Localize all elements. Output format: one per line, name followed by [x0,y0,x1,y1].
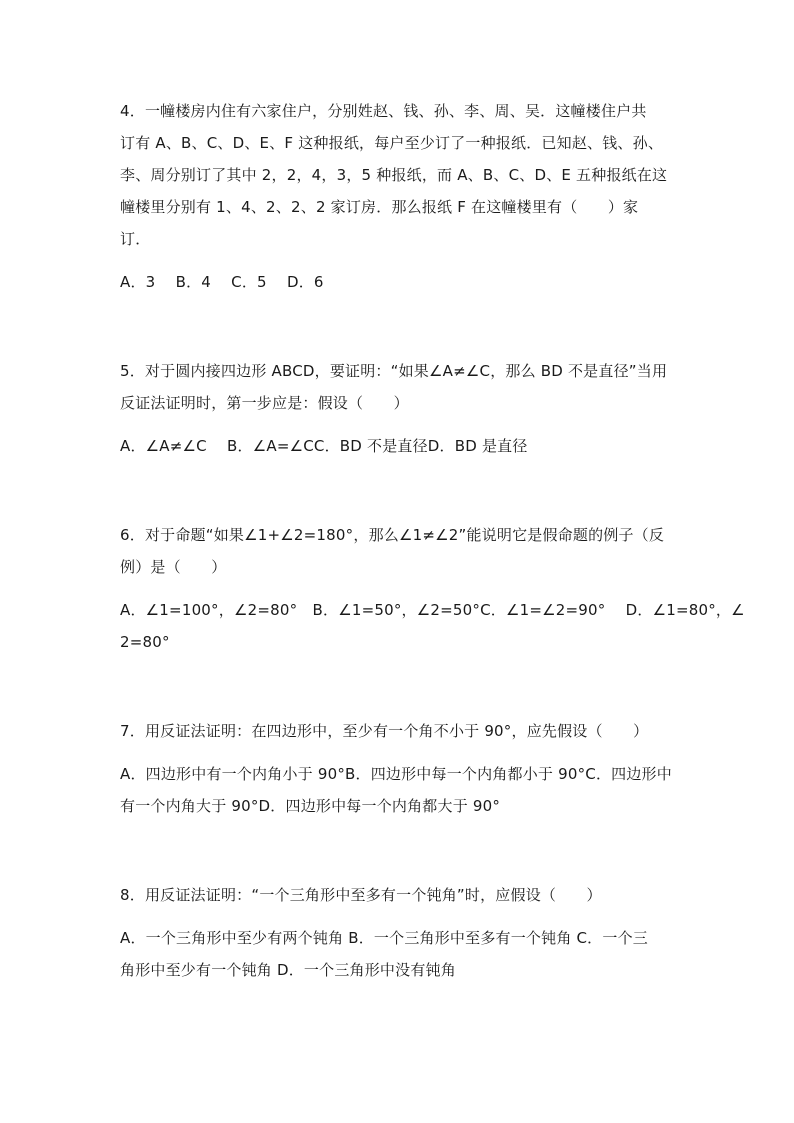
question-4-options: A．3 B．4 C．5 D．6 [120,273,324,291]
question-5-options: A．∠A≠∠C B．∠A=∠CC．BD 不是直径D．BD 是直径 [120,437,528,455]
question-7-stem-line-1: 7．用反证法证明：在四边形中，至少有一个角不小于 90°，应先假设（ ） [120,722,649,740]
question-8-options-line-2: 角形中至少有一个钝角 D．一个三角形中没有钝角 [120,961,456,979]
question-7-options-line-1: A．四边形中有一个内角小于 90°B．四边形中每一个内角都小于 90°C．四边形中 [120,765,672,783]
question-4-stem-line-4: 幢楼里分别有 1、4、2、2、2 家订房．那么报纸 F 在这幢楼里有（ ）家 [120,198,639,216]
question-6-stem-line-2: 例）是（ ） [120,558,227,576]
question-6-options-line-2: 2=80° [120,633,170,651]
question-6-stem-line-1: 6．对于命题“如果∠1+∠2=180°，那么∠1≠∠2”能说明它是假命题的例子（反 [120,526,665,544]
question-5-stem-line-1: 5．对于圆内接四边形 ABCD，要证明：“如果∠A≠∠C，那么 BD 不是直径”当用 [120,362,668,380]
question-8-stem-line-1: 8．用反证法证明：“一个三角形中至多有一个钝角”时，应假设（ ） [120,886,602,904]
question-5-stem-line-2: 反证法证明时，第一步应是：假设（ ） [120,394,409,412]
question-7-options-line-2: 有一个内角大于 90°D．四边形中每一个内角都大于 90° [120,797,501,815]
question-4-stem-line-5: 订． [120,230,151,248]
question-8-options-line-1: A．一个三角形中至少有两个钝角 B．一个三角形中至多有一个钝角 C．一个三 [120,929,648,947]
question-4-stem-line-1: 4．一幢楼房内住有六家住户，分别姓赵、钱、孙、李、周、吴．这幢楼住户共 [120,102,647,120]
question-4-stem-line-2: 订有 A、B、C、D、E、F 这种报纸，每户至少订了一种报纸．已知赵、钱、孙、 [120,134,664,152]
question-6-options-line-1: A．∠1=100°，∠2=80° B．∠1=50°，∠2=50°C．∠1=∠2=90° D．∠1=80°，∠ [120,601,745,619]
question-4-stem-line-3: 李、周分别订了其中 2，2，4，3，5 种报纸，而 A、B、C、D、E 五种报纸在这 [120,166,668,184]
